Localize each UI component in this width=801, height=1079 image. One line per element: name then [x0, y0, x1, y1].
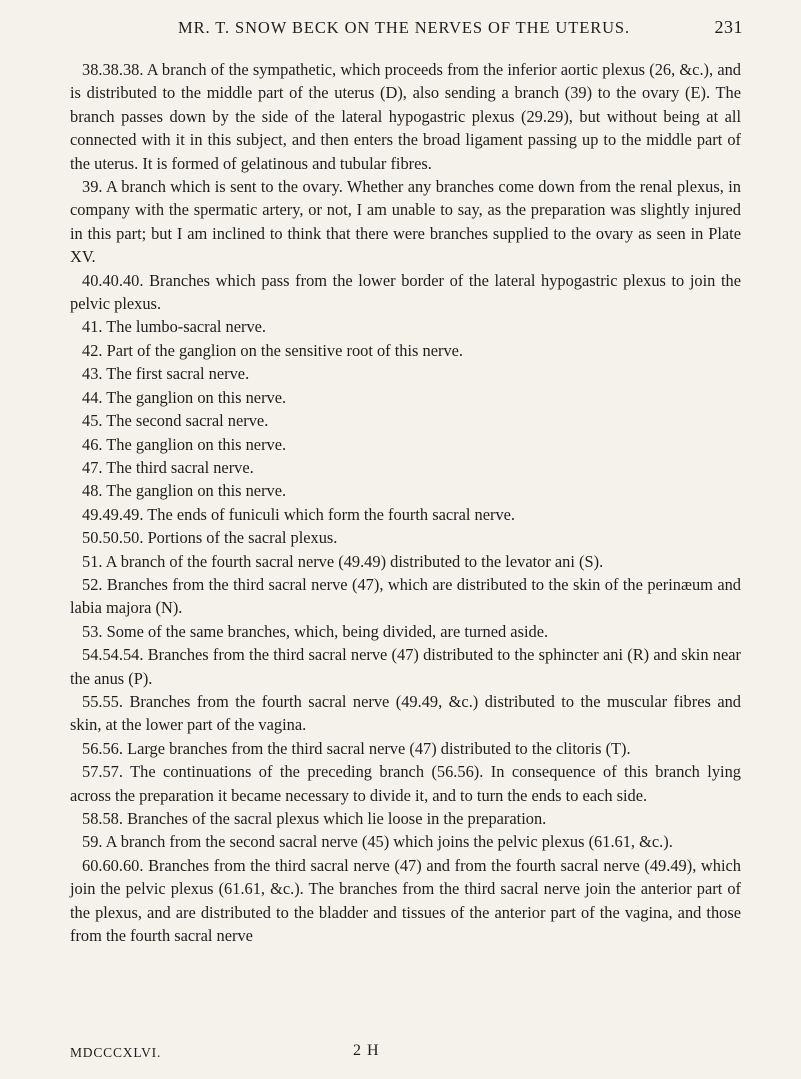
page-footer [70, 1041, 741, 1067]
paragraph-49: 49.49.49. The ends of funiculi which form the fourth sacral nerve. [82, 504, 516, 524]
paragraph-57: 57.57. The continuations of the preceding branch (56.56). In consequence of this branch lying across the preparation it became necessary to divide it, and to turn the ends to each side. [70, 762, 741, 805]
paragraph-60: 60.60.60. Branches from the third sacral nerve (47) and from the fourth sacral nerve (49.49), which join the pelvic plexus (61.61, &c.). The branches from the third sacral nerve join the anterior part of the plexus, and are distributed to the bladder and tissues of the anterior part of the vagina, and those from the fourth sacral nerve [70, 855, 741, 946]
running-head [60, 14, 743, 46]
paragraph-39: 39. A branch which is sent to the ovary. Whether any branches come down from the renal plexus, in company with the spermatic artery, or not, I am unable to say, as the preparation was slightly injured in this part; but I am inclined to think that there were branches supplied to the ovary as seen in Plate XV. [70, 177, 741, 267]
running-title: MR. T. SNOW BECK ON THE NERVES OF THE UTERUS. [178, 18, 631, 37]
paragraph-42: 42. Part of the ganglion on the sensitive root of this nerve. [82, 340, 464, 360]
signature-mark: MDCCCXLVI. [70, 1045, 162, 1060]
paragraph-59: 59. A branch from the second sacral nerve (45) which joins the pelvic plexus (61.61, &c.). [82, 832, 673, 852]
paragraph-51: 51. A branch of the fourth sacral nerve (49.49) distributed to the levator ani (S). [82, 551, 604, 571]
paragraph-53: 53. Some of the same branches, which, being divided, are turned aside. [82, 621, 549, 641]
paragraph-58: 58.58. Branches of the sacral plexus which lie loose in the preparation. [82, 809, 547, 828]
paragraph-45: 45. The second sacral nerve. [82, 411, 269, 431]
body-text [70, 58, 741, 947]
paragraph-48: 48. The ganglion on this nerve. [82, 481, 287, 501]
paragraph-46: 46. The ganglion on this nerve. [82, 434, 287, 454]
paragraph-47: 47. The third sacral nerve. [82, 457, 254, 477]
paragraph-54: 54.54.54. Branches from the third sacral nerve (47) distributed to the sphincter ani (R) and skin near the anus (P). [70, 645, 741, 688]
paragraph-44: 44. The ganglion on this nerve. [82, 387, 287, 407]
paragraph-50: 50.50.50. Portions of the sacral plexus. [82, 528, 338, 548]
paragraph-41: 41. The lumbo-sacral nerve. [82, 317, 267, 337]
paragraph-40: 40.40.40. Branches which pass from the lower border of the lateral hypogastric plexus to join the pelvic plexus. [70, 270, 741, 314]
page-number: 231 [714, 17, 743, 37]
signature: 2 H [353, 1042, 380, 1059]
paragraph-38: 38.38.38. A branch of the sympathetic, which proceeds from the inferior aortic plexus (26, &c.), and is distributed to the middle part of the uterus (D), also sending a branch (39) to the ovary (E). The branch passes down by the side of the lateral hypogastric plexus (29.29), but without being at all connected with it in this subject, and then enters the broad ligament passing up to the middle part of the uterus. It is formed of gelatinous and tubular fibres. [70, 60, 741, 173]
paragraph-56: 56.56. Large branches from the third sacral nerve (47) distributed to the clitoris (T). [82, 738, 631, 758]
paragraph-55: 55.55. Branches from the fourth sacral nerve (49.49, &c.) distributed to the muscular fibres and skin, at the lower part of the vagina. [70, 691, 741, 735]
paragraph-43: 43. The first sacral nerve. [82, 364, 250, 384]
paragraph-52: 52. Branches from the third sacral nerve (47), which are distributed to the skin of the perinæum and labia majora (N). [70, 574, 741, 618]
